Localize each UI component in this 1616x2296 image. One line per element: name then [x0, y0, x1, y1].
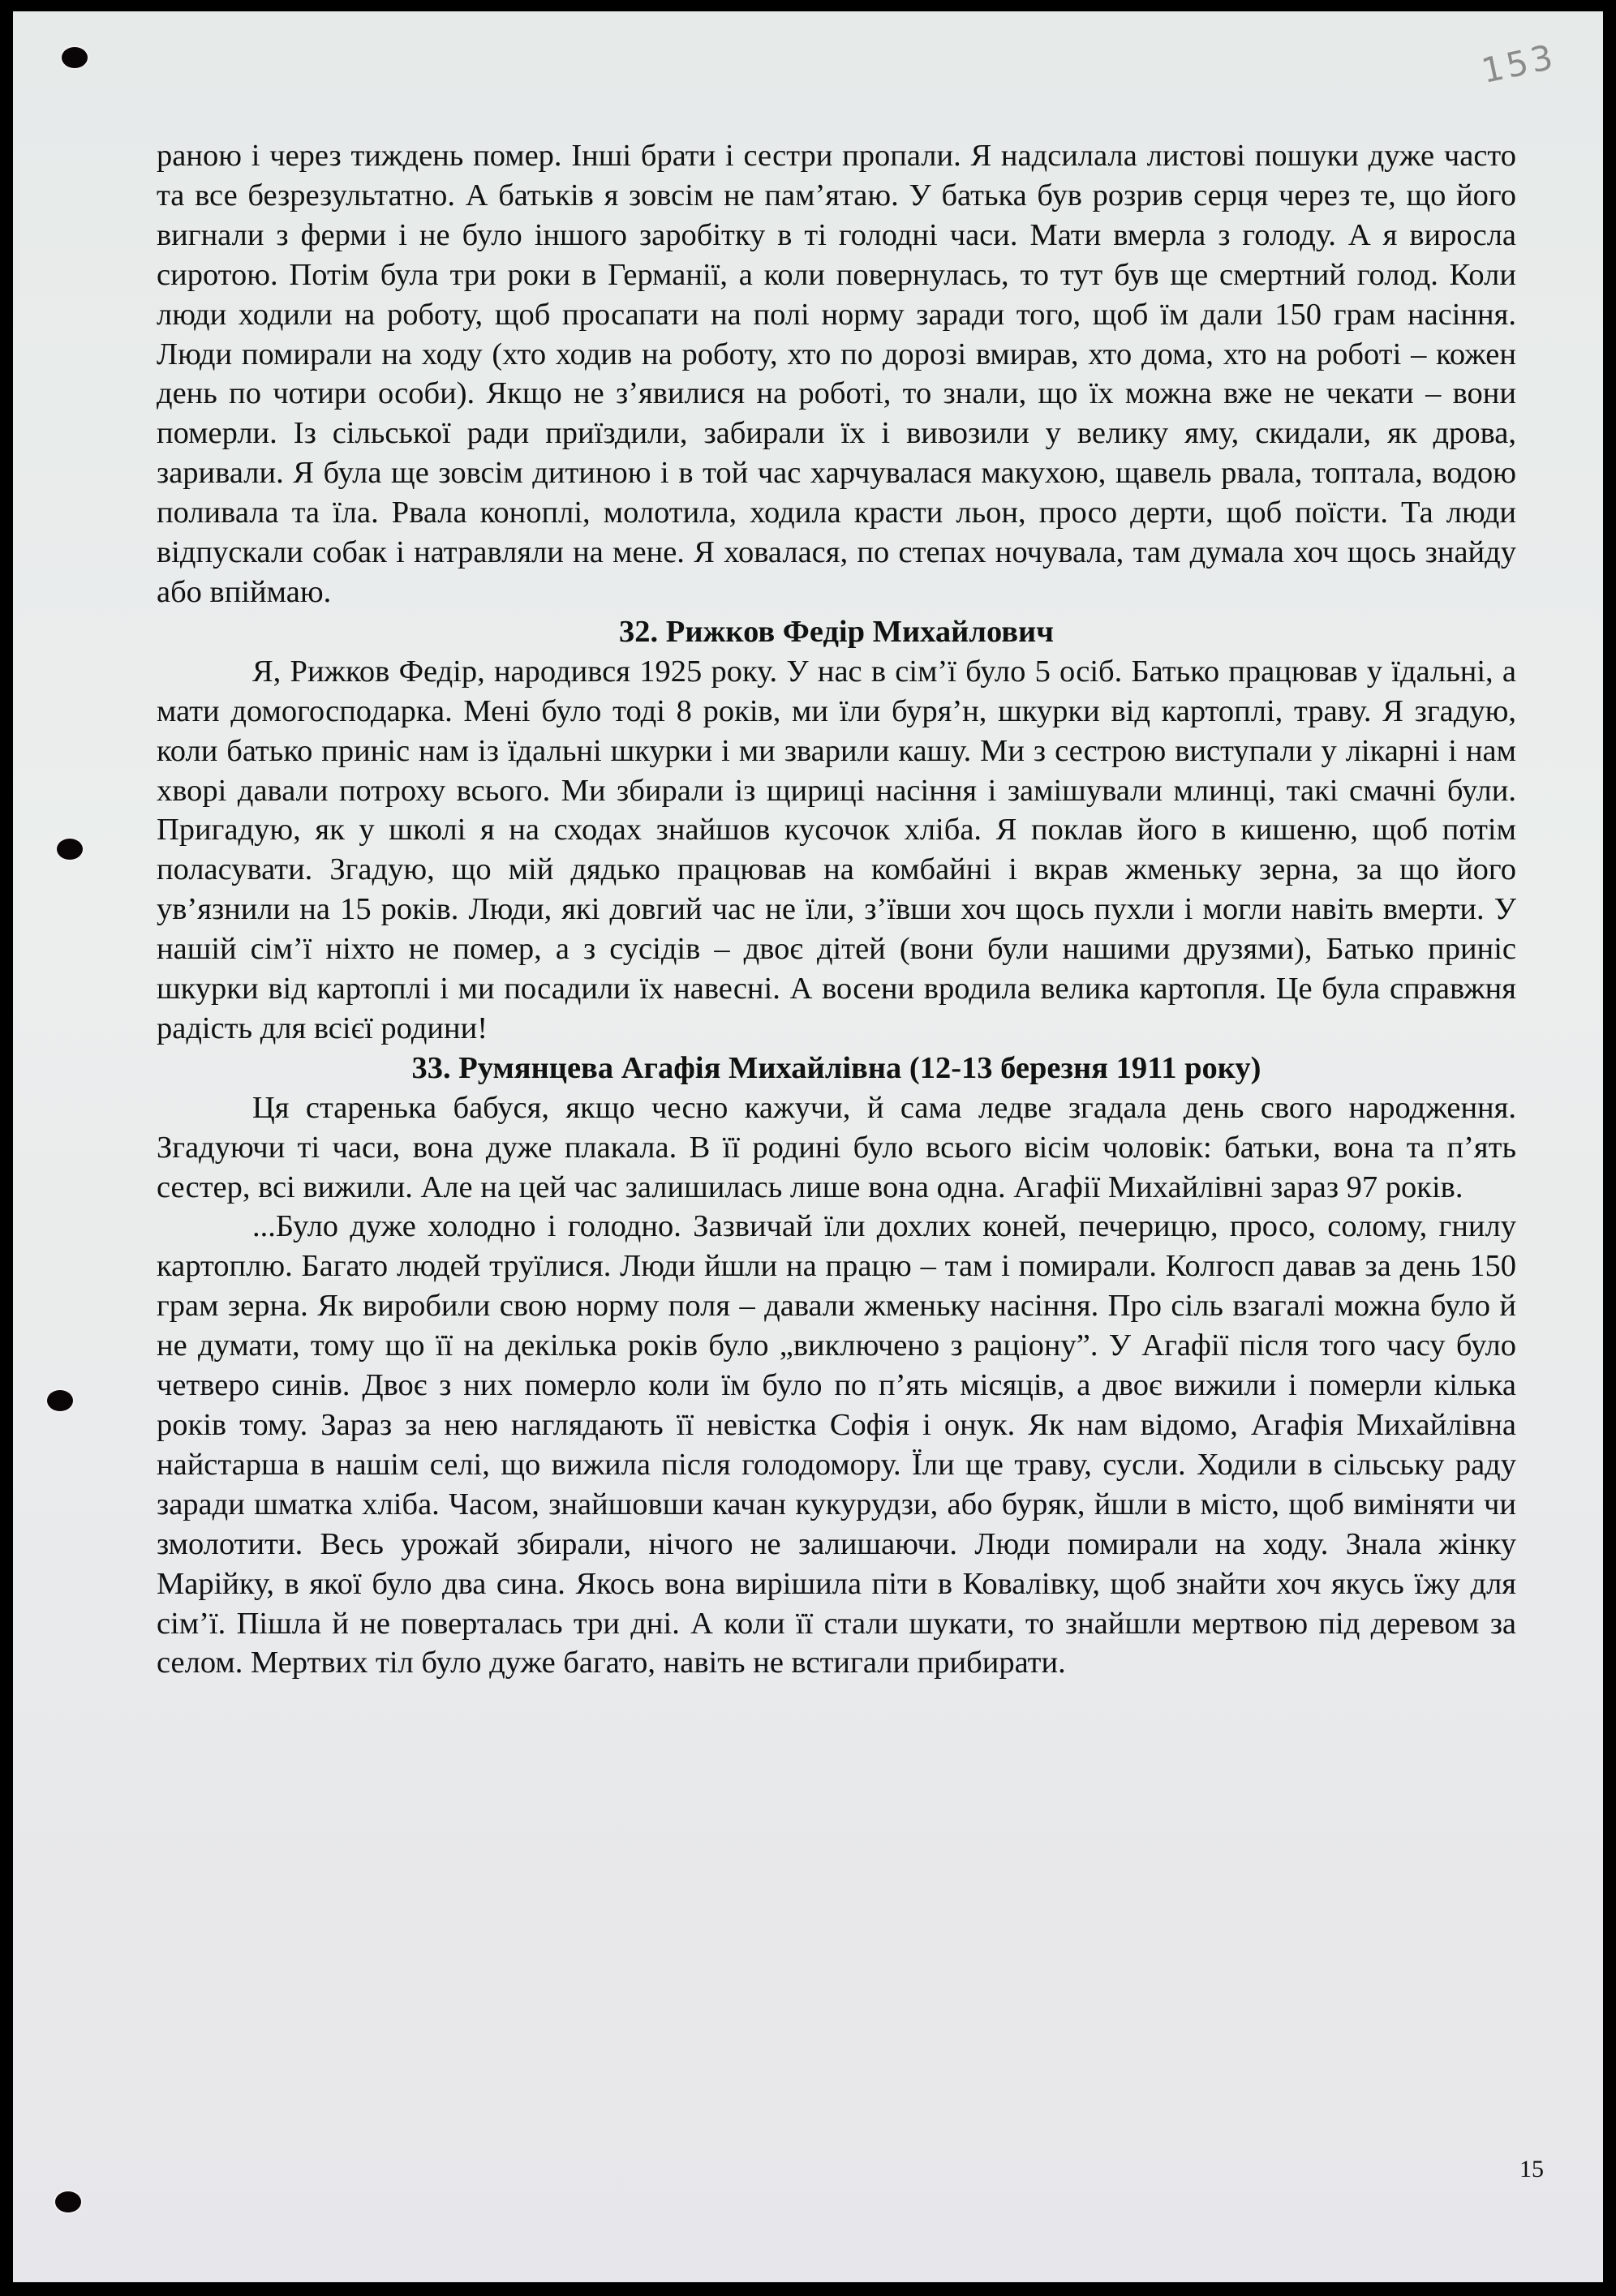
binder-hole: [62, 47, 88, 68]
section-33-paragraph: ...Було дуже холодно і голодно. Зазвичай їли дохлих коней, печерицю, просо, солому, гнилу картоплю. Багато людей труїлися. Люди йшли на працю – там і помирали. Колгосп давав за день 150 грам зерна. Як виробили свою норму поля – давали жменьку насіння. Про сіль взагалі можна було й не думати, тому що її на декілька років було „виключено з раціону”. У Агафії після того часу було четверо синів. Двоє з них померло коли їм було по п’ять місяців, а двоє вижили і померли кілька років тому. Зараз за нею наглядають її невістка Софія і онук. Як нам відомо, Агафія Михайлівна найстарша в нашім селі, що вижила після голодомору. Їли ще траву, сусли. Ходили в сільську раду заради шматка хліба. Часом, знайшовши качан кукурудзи, або буряк, йшли в місто, щоб виміняти чи змолотити. Весь урожай збирали, нічого не залишаючи. Люди помирали на ходу. Знала жінку Марійку, в якої було два сина. Якось вона вирішила піти в Ковалівку, щоб знайти хоч якусь їжу для сім’ї. Пішла й не поверталась три дні. А коли її стали шукати, то знайшли мертвою під деревом за селом. Мертвих тіл було дуже багато, навіть не встигали прибирати.: [157, 1209, 1516, 1680]
section-33-paragraph: Ця старенька бабуся, якщо чесно кажучи, й сама ледве згадала день свого народження. Згадуючи ті часи, вона дуже плакала. В її родині було всього вісім чоловік: батьки, вона та п’ять сестер, всі вижили. Але на цей час залишилась лише вона одна. Агафії Михайлівні зараз 97 років.: [157, 1090, 1516, 1204]
binder-hole: [55, 2191, 81, 2212]
section-32-paragraph: Я, Рижков Федір, народився 1925 року. У нас в сім’ї було 5 осіб. Батько працював у їдальні, а мати домогосподарка. Мені було тоді 8 років, ми їли буря’н, шкурки від картоплі, траву. Я згадую, коли батько приніс нам із їдальні шкурки і ми зварили кашу. Ми з сестрою виступали у лікарні і нам хворі давали потроху всього. Ми збирали із щириці насіння і замішували млинці, такі смачні були. Пригадую, як у школі я на сходах знайшов кусочок хліба. Я поклав його в кишеню, щоб потім поласувати. Згадую, що мій дядько працював на комбайні і вкрав жменьку зерна, за що його ув’язнили на 15 років. Люди, які довгий час не їли, з’ївши хоч щось пухли і могли навіть вмерти. У нашій сім’ї ніхто не помер, а з сусідів – двоє дітей (вони були нашими друзями), Батько приніс шкурки від картоплі і ми посадили їх навесні. А восени вродила велика картопля. Це була справжня радість для всієї родини!: [157, 654, 1516, 1045]
binder-hole: [57, 839, 83, 860]
document-body: [157, 136, 1516, 1683]
binder-hole: [47, 1390, 73, 1411]
handwritten-archive-number: 153: [1477, 36, 1560, 92]
intro-continuation-paragraph: раною і через тиждень помер. Інші брати і сестри пропали. Я надсилала листові пошуки дуже часто та все безрезультатно. А батьків я зовсім не пам’ятаю. У батька був розрив серця через те, що його вигнали з ферми і не було іншого заробітку в ті голодні часи. Мати вмерла з голоду. А я виросла сиротою. Потім була три роки в Германії, а коли повернулась, то тут був ще смертний голод. Коли люди ходили на роботу, щоб просапати на полі норму заради того, щоб їм дали 150 грам насіння. Люди помирали на ходу (хто ходив на роботу, хто по дорозі вмирав, хто дома, хто на роботі – кожен день по чотири особи). Якщо не з’явилися на роботі, то знали, що їх можна вже не чекати – вони померли. Із сільської ради приїздили, забирали їх і вивозили у велику яму, скидали, як дрова, заривали. Я була ще зовсім дитиною і в той час харчувалася макухою, щавель рвала, топтала, водою поливала та їла. Рвала коноплі, молотила, ходила красти льон, просо дерти, щоб поїсти. Та люди відпускали собак і натравляли на мене. Я ховалася, по степах ночувала, там думала хоч щось знайду або впіймаю.: [157, 139, 1516, 609]
section-heading-33: 33. Румянцева Агафія Михайлівна (12-13 березня 1911 року): [411, 1050, 1261, 1085]
page-number: 15: [1519, 2156, 1544, 2182]
section-heading-32: 32. Рижков Федір Михайлович: [619, 614, 1054, 649]
